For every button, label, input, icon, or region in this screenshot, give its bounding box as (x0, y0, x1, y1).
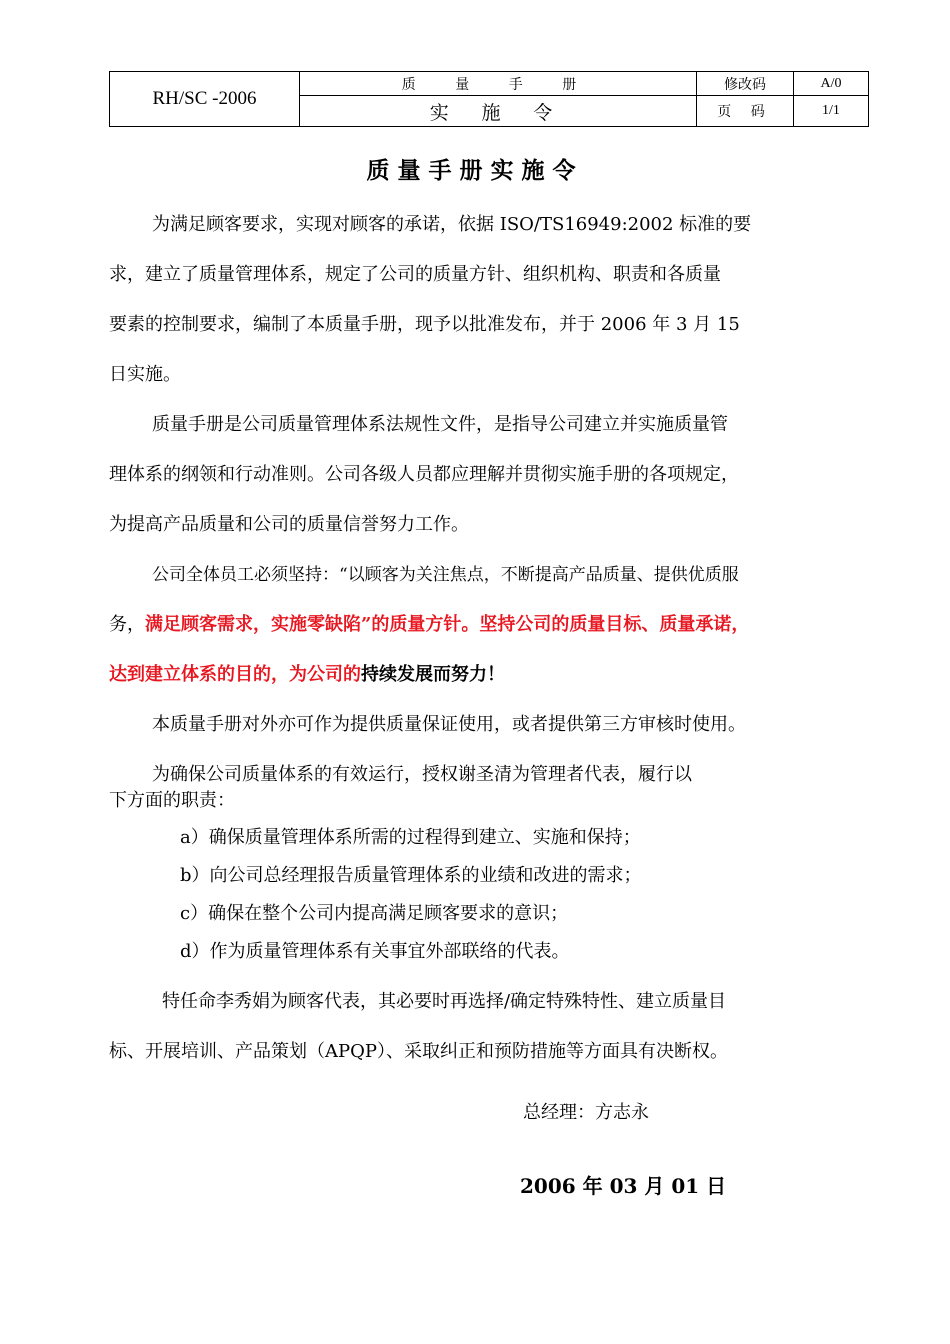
p1-line-2: 求，建立了质量管理体系，规定了公司的质量方针、组织机构、职责和各质量 (109, 264, 721, 285)
p6-line-1: 特任命李秀娟为顾客代表，其必要时再选择/确定特殊特性、建立质量目 (162, 991, 727, 1012)
doc-code: RH/SC -2006 (110, 72, 300, 126)
order-label: 实 施 令 (300, 96, 697, 126)
p1-line-1: 为满足顾客要求，实现对顾客的承诺，依据 ISO/TS16949:2002 标准的要 (152, 214, 752, 235)
p1-line-3: 要素的控制要求，编制了本质量手册，现予以批准发布，并于 2006 年 3 月 15 (109, 314, 740, 335)
p3-line-3-bold: 持续发展而努力！ (361, 664, 505, 685)
header-table (109, 71, 869, 127)
p2-line-1: 质量手册是公司质量管理体系法规性文件，是指导公司建立并实施质量管 (152, 414, 728, 435)
manual-label: 质 量 手 册 (300, 72, 697, 96)
p3-line-1: 公司全体员工必须坚持：“以顾客为关注焦点，不断提高产品质量、提供优质服 (152, 565, 739, 585)
p3-line-3-red: 达到建立体系的目的，为公司的 (109, 664, 361, 685)
revision-label: 修改码 (697, 72, 794, 96)
p3-line-2-plain: 务， (109, 614, 145, 635)
p4-line-1: 本质量手册对外亦可作为提供质量保证使用，或者提供第三方审核时使用。 (152, 714, 746, 735)
p2-line-2: 理体系的纲领和行动准则。公司各级人员都应理解并贯彻实施手册的各项规定， (109, 464, 739, 485)
p5-line-1: 为确保公司质量体系的有效运行，授权谢圣清为管理者代表，履行以 (152, 764, 692, 785)
duty-item-d: d）作为质量管理体系有关事宜外部联络的代表。 (180, 941, 570, 962)
revision-value: A/0 (794, 72, 868, 96)
page-value: 1/1 (822, 103, 840, 118)
duty-item-b: b）向公司总经理报告质量管理体系的业绩和改进的需求； (180, 865, 642, 886)
signature-date: 2006 年 03 月 01 日 (520, 1174, 727, 1198)
p1-line-4: 日实施。 (109, 364, 181, 385)
signature-line: 总经理：方志永 (523, 1102, 649, 1123)
duty-item-a: a）确保质量管理体系所需的过程得到建立、实施和保持； (180, 827, 641, 848)
duty-item-c: c）确保在整个公司内提高满足顾客要求的意识； (180, 903, 569, 924)
page-title: 质量手册实施令 (366, 157, 584, 184)
p3-line-2 (109, 610, 749, 636)
page-label: 页 码 (697, 96, 794, 126)
p2-line-3: 为提高产品质量和公司的质量信誉努力工作。 (109, 514, 469, 535)
p3-line-3 (109, 660, 505, 686)
p6-line-2: 标、开展培训、产品策划（APQP）、采取纠正和预防措施等方面具有决断权。 (109, 1041, 728, 1062)
p5-line-2: 下方面的职责： (109, 790, 235, 811)
p3-line-2-red: 满足顾客需求，实施零缺陷”的质量方针。坚持公司的质量目标、质量承诺， (145, 614, 750, 635)
